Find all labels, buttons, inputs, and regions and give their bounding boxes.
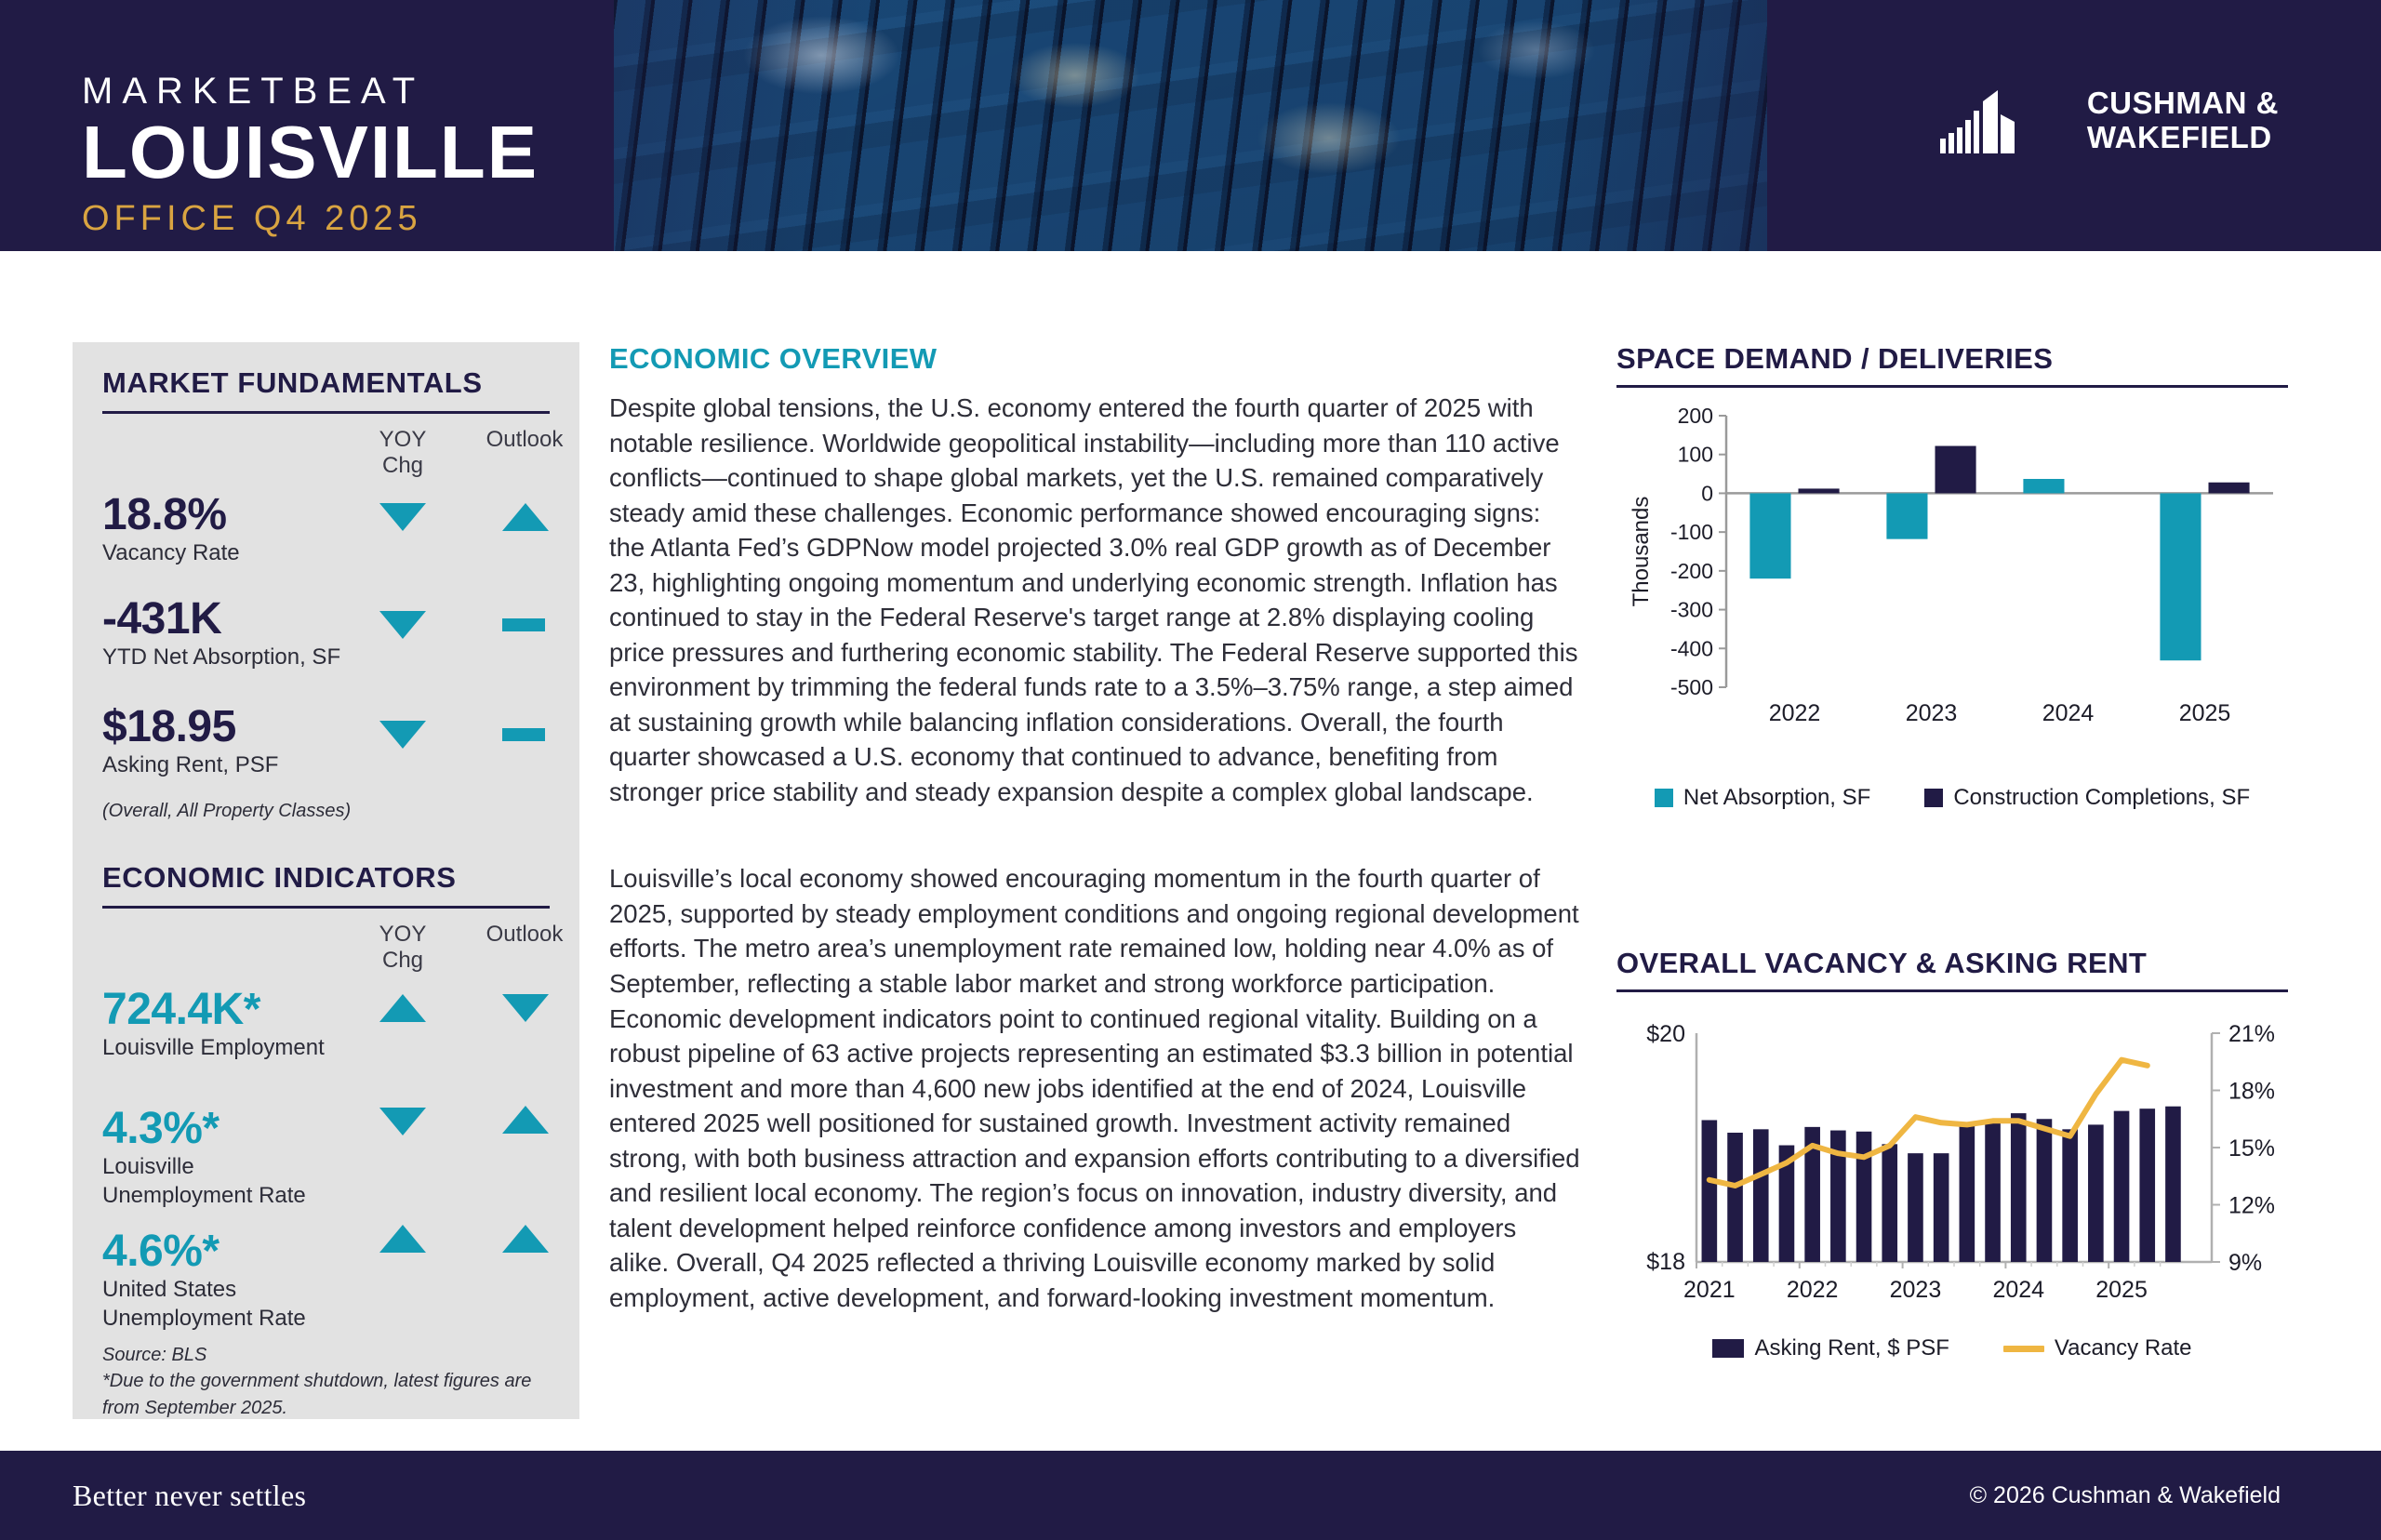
louisville-unemployment-label-line2: Unemployment Rate: [102, 1182, 306, 1208]
fundamentals-footnote: (Overall, All Property Classes): [102, 801, 352, 821]
cw-wordmark: [2087, 86, 2279, 155]
stats-sidebar: [73, 342, 579, 1419]
indicators-yoy-header: [361, 922, 445, 975]
svg-text:2022: 2022: [1786, 1277, 1839, 1303]
stat-row-asking-rent: [102, 704, 550, 793]
cw-building-mark-icon: [1940, 86, 2059, 153]
economic-overview-section: [609, 342, 1581, 1315]
space-demand-chart-legend: [1616, 785, 2288, 811]
legend-label-asking-rent: Asking Rent, $ PSF: [1754, 1335, 1949, 1361]
svg-text:2025: 2025: [2178, 700, 2231, 726]
space-demand-chart-plot: [1616, 403, 2288, 775]
svg-text:200: 200: [1677, 404, 1713, 428]
footer-tagline: Better never settles: [73, 1479, 307, 1512]
vacancy-chart-title: OVERALL VACANCY & ASKING RENT: [1616, 947, 2148, 979]
us-unemployment-label-line2: Unemployment Rate: [102, 1305, 306, 1331]
market-fundamentals-title: MARKET FUNDAMENTALS: [102, 366, 483, 399]
svg-text:$20: $20: [1646, 1021, 1685, 1047]
vacancy-chart-rule: [1616, 989, 2288, 992]
svg-text:2024: 2024: [2042, 700, 2095, 726]
market-fundamentals-rule: [102, 411, 550, 414]
vacancy-chart-legend: [1616, 1335, 2288, 1361]
indicators-outlook-header: Outlook: [486, 922, 564, 947]
svg-text:2023: 2023: [1889, 1277, 1942, 1303]
indicators-source: Source: BLS: [102, 1345, 207, 1365]
legend-item-net-absorption: [1655, 785, 1870, 811]
louisville-unemployment-label-line1: Louisville: [102, 1154, 194, 1180]
vacancy-rate-value: 18.8%: [102, 490, 227, 539]
svg-text:21%: 21%: [2228, 1021, 2276, 1047]
economic-indicators-rule: [102, 906, 550, 909]
stat-row-louisville-employment: [102, 987, 550, 1106]
fundamentals-column-headers: [102, 427, 564, 492]
svg-text:-300: -300: [1669, 597, 1713, 622]
svg-text:Thousands: Thousands: [1629, 496, 1654, 607]
cw-wordmark-line2: WAKEFIELD: [2086, 120, 2272, 155]
legend-item-vacancy-rate: [2003, 1335, 2192, 1361]
svg-text:2023: 2023: [1905, 700, 1958, 726]
space-demand-chart: [1616, 342, 2288, 811]
asking-rent-label: Asking Rent, PSF: [102, 752, 279, 778]
marketbeat-eyebrow: MARKETBEAT: [82, 71, 425, 112]
cw-wordmark-line1: CUSHMAN &: [2086, 86, 2279, 120]
legend-label-net-absorption: Net Absorption, SF: [1683, 785, 1871, 810]
louisville-employment-label: Louisville Employment: [102, 1035, 325, 1061]
page-footer: [0, 1451, 2381, 1540]
indicators-yoy-header-line1: YOY: [379, 922, 427, 947]
legend-item-construction-completions: [1924, 785, 2250, 811]
louisville-unemployment-outlook-up-icon: [502, 1106, 549, 1134]
fundamentals-yoy-header-line2: Chg: [381, 453, 424, 479]
asking-rent-yoy-down-icon: [379, 721, 426, 749]
page-title: LOUISVILLE: [82, 111, 539, 193]
fundamentals-outlook-header: Outlook: [486, 427, 564, 452]
net-absorption-yoy-down-icon: [379, 611, 426, 639]
legend-label-construction-completions: Construction Completions, SF: [1953, 785, 2251, 810]
economic-overview-heading: ECONOMIC OVERVIEW: [609, 342, 938, 375]
stat-row-us-unemployment: [102, 1228, 550, 1336]
cushman-wakefield-logo: [1940, 86, 2279, 155]
asking-rent-swatch-icon: [1712, 1339, 1744, 1358]
net-absorption-swatch-icon: [1655, 789, 1673, 807]
footer-copyright: © 2026 Cushman & Wakefield: [1969, 1482, 2281, 1508]
svg-text:100: 100: [1677, 442, 1713, 467]
vacancy-asking-rent-chart: [1616, 947, 2288, 1361]
stat-row-vacancy-rate: [102, 492, 550, 596]
svg-text:2025: 2025: [2095, 1277, 2148, 1303]
page-header: [0, 0, 2381, 251]
indicators-yoy-header-line2: Chg: [381, 948, 424, 974]
louisville-employment-yoy-up-icon: [379, 994, 426, 1022]
economic-overview-paragraph-2: Louisville’s local economy showed encouraging momentum in the fourth quarter of 2025, supported by steady employment conditions and ongoing regional development efforts. The metro area’s unemployment rate remained low, holding near 4.0% as of September, reflecting a stable labor market and strong workforce participation. Economic development indicators point to continued regional vitality. Building on a robust pipeline of 63 active projects representing an estimated $3.3 billion in potential investment and more than 4,600 new jobs identified at the end of 2024, Louisville entered 2025 well positioned for sustained growth. Investment activity remained strong, with both business attraction and expansion efforts contributing to a diversified and resilient local economy. The region’s focus on innovation, industry diversity, and talent development helped reinforce confidence among investors and employers alike. Overall, Q4 2025 reflected a thriving Louisville economy marked by solid employment, active development, and forward-looking investment momentum.: [609, 864, 1580, 1312]
svg-text:12%: 12%: [2228, 1192, 2276, 1219]
us-unemployment-label-line1: United States: [102, 1277, 237, 1303]
space-demand-chart-title: SPACE DEMAND / DELIVERIES: [1616, 342, 2054, 375]
stat-row-net-absorption: [102, 596, 550, 704]
legend-item-asking-rent: [1712, 1335, 1949, 1361]
louisville-employment-value: 724.4K*: [102, 985, 260, 1034]
svg-text:2021: 2021: [1683, 1277, 1736, 1303]
header-building-photo: [614, 0, 1767, 251]
vacancy-rate-yoy-down-icon: [379, 503, 426, 531]
space-demand-chart-rule: [1616, 385, 2288, 388]
asking-rent-value: $18.95: [102, 702, 236, 751]
vacancy-chart-plot: [1616, 1009, 2288, 1325]
louisville-employment-outlook-down-icon: [502, 994, 549, 1022]
louisville-unemployment-yoy-down-icon: [379, 1108, 426, 1135]
brand-block: [82, 73, 539, 236]
asking-rent-outlook-flat-icon: [502, 728, 545, 741]
legend-label-vacancy-rate: Vacancy Rate: [2054, 1335, 2192, 1361]
net-absorption-label: YTD Net Absorption, SF: [102, 644, 341, 670]
economic-indicators-title: ECONOMIC INDICATORS: [102, 861, 457, 894]
svg-text:-500: -500: [1669, 675, 1713, 699]
economic-overview-paragraph-1: Despite global tensions, the U.S. economy entered the fourth quarter of 2025 with notable resilience. Worldwide geopolitical instability—including more than 110 active conflicts—continued to shape global markets, yet the U.S. remained comparatively steady amid these challenges. Economic performance showed encouraging signs: the Atlanta Fed’s GDPNow model projected 3.0% real GDP growth as of December 23, highlighting ongoing momentum and underlying economic strength. Inflation has continued to stay in the Federal Reserve's target range at 2.8% displaying cooling price pressures and furthering economic stability. The Federal Reserve supported this environment by trimming the federal funds rate to a 3.5%–3.75% range, a step aimed at sustaining growth while balancing inflation considerations. Overall, the fourth quarter showcased a U.S. economy that continued to advance, benefiting from stronger price stability and steady expansion despite a complex global landscape.: [609, 393, 1578, 806]
svg-text:-400: -400: [1669, 636, 1713, 661]
stat-row-louisville-unemployment: [102, 1106, 550, 1228]
fundamentals-yoy-header-line1: YOY: [379, 427, 427, 452]
us-unemployment-yoy-up-icon: [379, 1225, 426, 1253]
svg-text:18%: 18%: [2228, 1078, 2276, 1105]
net-absorption-value: -431K: [102, 594, 222, 644]
svg-text:-100: -100: [1669, 520, 1713, 545]
us-unemployment-outlook-up-icon: [502, 1225, 549, 1253]
svg-text:9%: 9%: [2228, 1250, 2263, 1276]
vacancy-rate-line-icon: [2003, 1346, 2044, 1352]
net-absorption-outlook-flat-icon: [502, 618, 545, 631]
svg-text:$18: $18: [1646, 1249, 1685, 1275]
louisville-unemployment-value: 4.3%*: [102, 1104, 219, 1153]
vacancy-rate-outlook-up-icon: [502, 503, 549, 531]
svg-text:-200: -200: [1669, 558, 1713, 583]
indicators-column-headers: [102, 922, 564, 987]
svg-text:15%: 15%: [2228, 1135, 2276, 1162]
report-subtitle: OFFICE Q4 2025: [82, 199, 422, 238]
market-fundamentals-panel: [73, 342, 579, 824]
construction-completions-swatch-icon: [1924, 789, 1943, 807]
economic-indicators-panel: [73, 861, 579, 1421]
fundamentals-yoy-header: [361, 427, 445, 480]
svg-text:2024: 2024: [1992, 1277, 2045, 1303]
us-unemployment-value: 4.6%*: [102, 1227, 219, 1276]
vacancy-rate-label: Vacancy Rate: [102, 540, 240, 566]
svg-text:2022: 2022: [1768, 700, 1821, 726]
svg-text:0: 0: [1701, 481, 1713, 506]
indicators-disclaimer: *Due to the government shutdown, latest figures are from September 2025.: [102, 1371, 532, 1418]
